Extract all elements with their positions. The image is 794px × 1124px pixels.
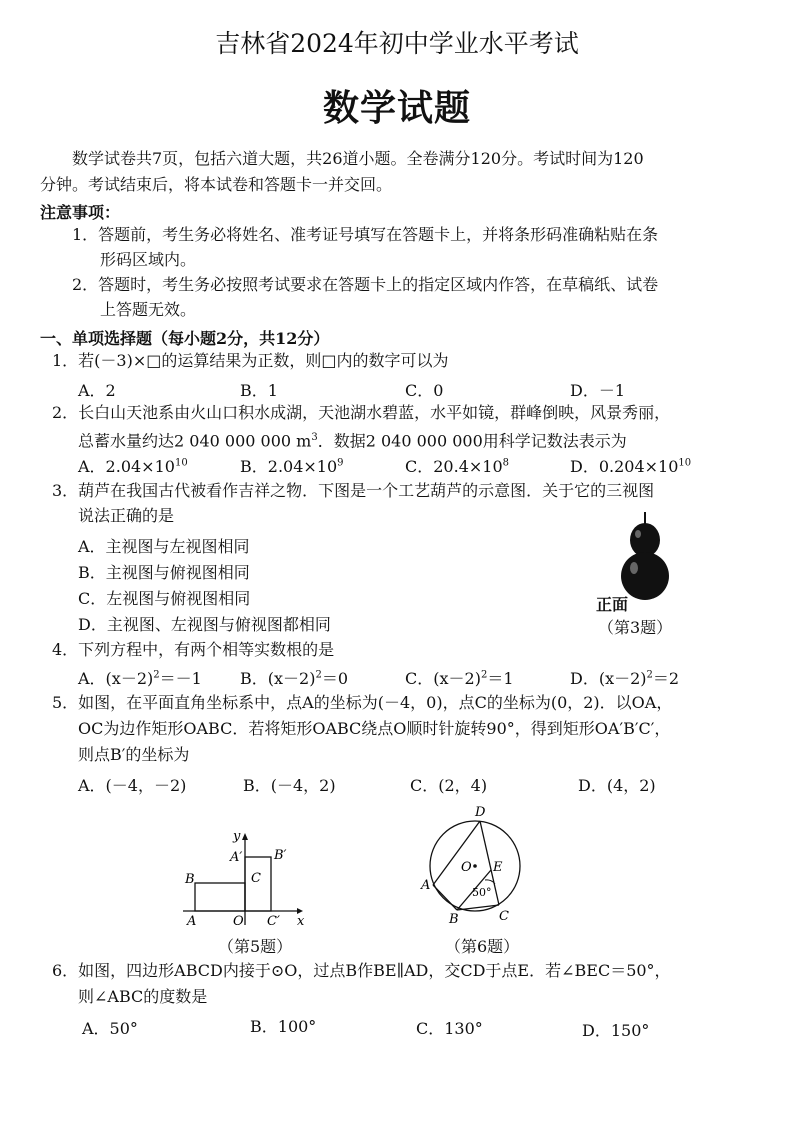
- q1-option-b: B．1: [240, 381, 278, 400]
- q2-option-c: C．$20.4\times 10^8$: [405, 457, 510, 476]
- q6-line-2: 则∠ABC的度数是: [78, 987, 208, 1006]
- q5-coordinate-figure: [175, 825, 310, 930]
- fig6-angle-label: 50°: [472, 886, 492, 899]
- q5-line-3: 则点B′的坐标为: [78, 745, 190, 764]
- q6-line-1: 6．如图，四边形ABCD内接于⊙O，过点B作BE∥AD，交CD于点E．若∠BEC＝50°，: [52, 961, 671, 980]
- q2-option-d: D．$0.204\times 10^{10}$: [570, 457, 692, 476]
- fig5-b-label: B: [185, 872, 195, 887]
- q3-option-a: A．主视图与左视图相同: [78, 537, 250, 556]
- notice-item-1-line-1: 1．答题前，考生务必将姓名、准考证号填写在答题卡上，并将条形码准确粘贴在条: [72, 225, 659, 244]
- q4-option-c: C．$(x-2)^2=1$: [405, 669, 514, 688]
- fig6-d-label: D: [475, 805, 486, 820]
- q2-line-1: 2．长白山天池系由火山口积水成湖，天池湖水碧蓝，水平如镜，群峰倒映，风景秀丽，: [52, 403, 671, 422]
- fig5-y-label: y: [233, 829, 241, 844]
- notice-item-1-line-2: 形码区域内。: [100, 250, 197, 269]
- q4-option-a: A．$(x-2)^2=-1$: [78, 669, 202, 688]
- q5-option-a: A．(－4，－2): [78, 776, 187, 795]
- fig5-c-label: C: [251, 871, 261, 886]
- fig5-o-label: O: [233, 914, 244, 929]
- q6-option-d: D．150°: [582, 1021, 650, 1040]
- fig6-b-label: B: [449, 912, 459, 927]
- gourd-figure: [610, 510, 680, 602]
- exam-subtitle: 数学试题: [322, 87, 471, 129]
- q2-option-b: B．$2.04\times 10^9$: [240, 457, 344, 476]
- section-1-heading: 一、单项选择题（每小题2分，共12分）: [40, 329, 330, 348]
- q1-option-c: C．0: [405, 381, 444, 400]
- notice-heading: 注意事项：: [40, 203, 121, 222]
- q3-figure-caption: （第3题）: [598, 618, 673, 637]
- intro-line-2: 分钟。考试结束后，将本试卷和答题卡一并交回。: [40, 175, 393, 194]
- fig5-c-prime-label: C′: [267, 914, 280, 929]
- fig5-a-label: A: [187, 914, 197, 929]
- q3-option-c: C．左视图与俯视图相同: [78, 589, 251, 608]
- fig6-o-label: O: [461, 860, 472, 875]
- q1-option-a: A．2: [78, 381, 116, 400]
- q6-circle-figure: [415, 800, 535, 930]
- q3-option-b: B．主视图与俯视图相同: [78, 563, 250, 582]
- notice-item-2-line-2: 上答题无效。: [100, 300, 197, 319]
- q6-option-c: C．130°: [416, 1019, 483, 1038]
- fig6-c-label: C: [499, 909, 509, 924]
- gourd-front-label: 正面: [596, 595, 629, 614]
- intro-line-1: 数学试卷共7页，包括六道大题，共26道小题。全卷满分120分。考试时间为120: [72, 149, 644, 168]
- q4-option-b: B．$(x-2)^2=0$: [240, 669, 349, 688]
- q4-option-d: D．$(x-2)^2=2$: [570, 669, 680, 688]
- q6-option-a: A．50°: [82, 1019, 138, 1038]
- q3-option-d: D．主视图、左视图与俯视图都相同: [78, 615, 331, 634]
- fig5-a-prime-label: A′: [230, 850, 243, 865]
- notice-item-2-line-1: 2．答题时，考生务必按照考试要求在答题卡上的指定区域内作答，在草稿纸、试卷: [72, 275, 659, 294]
- fig5-b-prime-label: B′: [274, 848, 287, 863]
- q5-option-d: D．(4，2): [578, 776, 656, 795]
- q3-line-2: 说法正确的是: [78, 506, 175, 525]
- q2-option-a: A．$2.04\times 10^{10}$: [78, 457, 188, 476]
- page-title: 吉林省2024年初中学业水平考试: [215, 29, 579, 58]
- q3-line-1: 3．葫芦在我国古代被看作吉祥之物．下图是一个工艺葫芦的示意图．关于它的三视图: [52, 481, 655, 500]
- q1-stem: 1．若(－3)×□的运算结果为正数，则□内的数字可以为: [52, 351, 449, 370]
- q5-figure-caption: （第5题）: [218, 937, 293, 956]
- fig5-x-label: x: [297, 914, 305, 929]
- q2-line-2: 总蓄水量约达2 040 000 000 $m^3$．数据2 040 000 000用科学记数法表示为: [78, 431, 627, 451]
- q4-stem: 4．下列方程中，有两个相等实数根的是: [52, 640, 335, 659]
- fig6-a-label: A: [421, 878, 431, 893]
- q1-option-d: D．－1: [570, 381, 626, 400]
- q6-option-b: B．100°: [250, 1017, 317, 1036]
- q5-line-1: 5．如图，在平面直角坐标系中，点A的坐标为(－4，0)，点C的坐标为(0，2)．以OA，: [52, 693, 673, 712]
- fig6-e-label: E: [493, 860, 503, 875]
- q5-option-b: B．(－4，2): [243, 776, 336, 795]
- q5-line-2: OC为边作矩形OABC．若将矩形OABC绕点O顺时针旋转90°，得到矩形OA′B′C′，: [78, 719, 671, 738]
- q5-option-c: C．(2，4): [410, 776, 488, 795]
- q6-figure-caption: （第6题）: [445, 937, 520, 956]
